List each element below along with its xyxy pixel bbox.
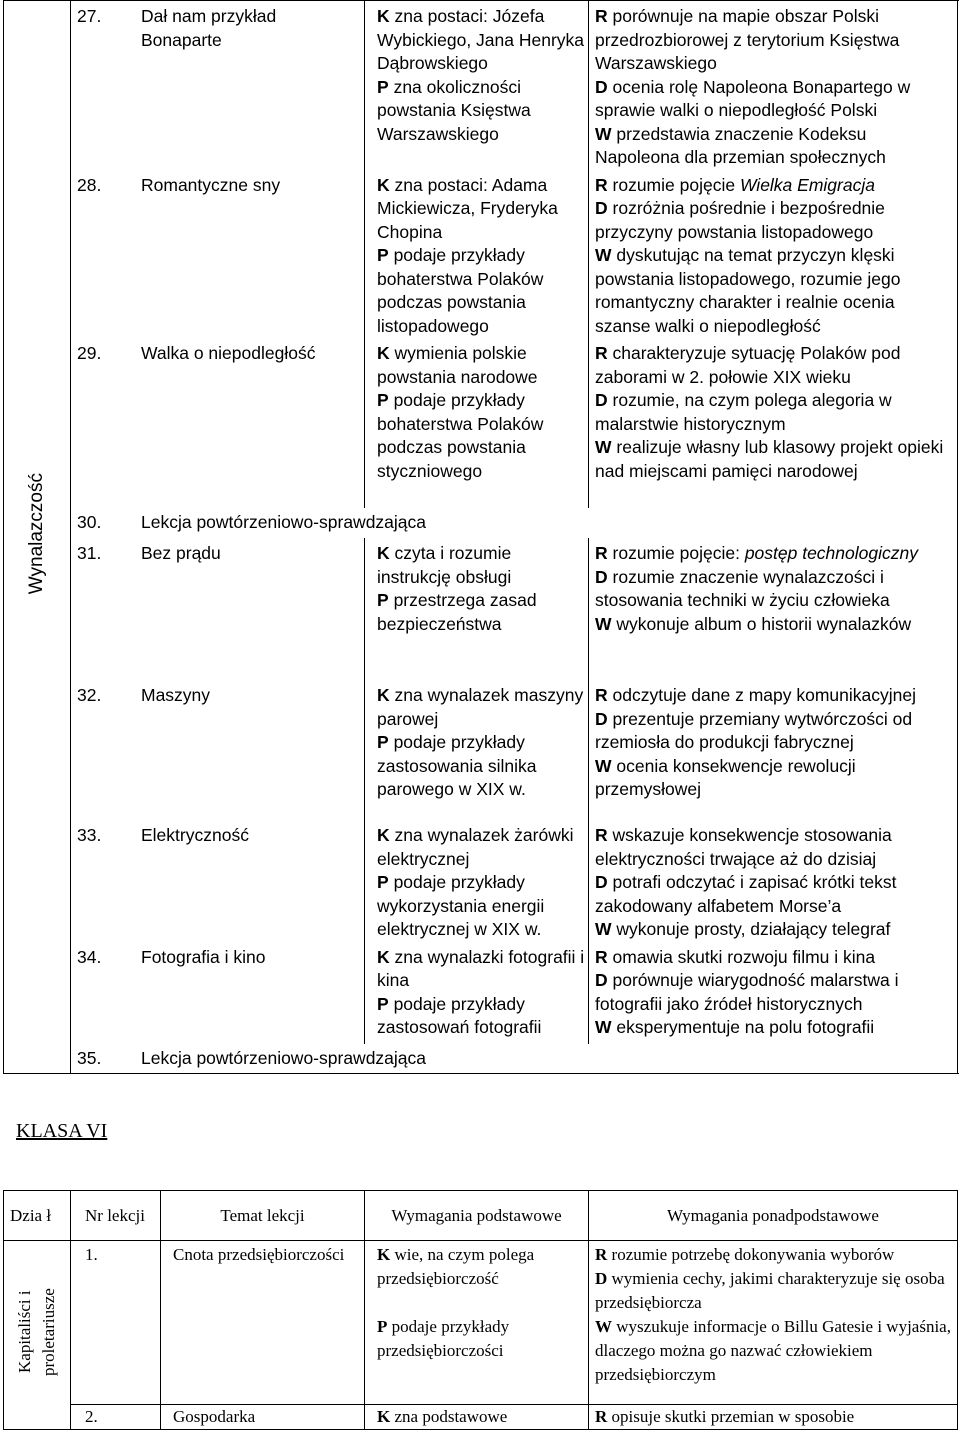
header-number xyxy=(71,1191,161,1241)
lesson-number-text: 1. xyxy=(85,1245,98,1264)
level-code: R xyxy=(595,946,608,967)
req-text: podaje przykłady przedsiębiorczości xyxy=(377,1317,510,1360)
level-code: W xyxy=(595,1317,612,1336)
class-heading: KLASA VI xyxy=(16,1120,108,1142)
req-line xyxy=(377,871,588,942)
req-text: podaje przykłady zastosowania silnika parowego w XIX w. xyxy=(377,732,537,799)
advanced-requirements xyxy=(589,942,958,1044)
req-line xyxy=(377,174,588,245)
req-text: wykonuje prosty, działający telegraf xyxy=(616,919,891,939)
lesson-topic: Lekcja powtórzeniowo-sprawdzająca xyxy=(141,1047,427,1068)
req-line xyxy=(595,566,954,613)
req-text: zna postaci: Adama Mickiewicza, Fryderyka Chopina xyxy=(377,174,558,242)
lesson-topic: Lekcja powtórzeniowo-sprawdzająca xyxy=(141,512,427,533)
req-line xyxy=(595,542,954,566)
lesson-topic: Walka o niepodległość xyxy=(141,343,316,363)
level-code: P xyxy=(377,245,389,265)
lesson-cell xyxy=(71,942,365,1044)
lesson-topic-text: Cnota przedsiębiorczości xyxy=(173,1245,345,1264)
req-text: zna wynalazek maszyny parowej xyxy=(377,685,584,729)
req-line xyxy=(595,1267,953,1315)
req-text: przedstawia znaczenie Kodeksu Napoleona dla przemian społecznych xyxy=(595,123,886,167)
level-code: D xyxy=(595,566,608,587)
req-text: ocenia konsekwencje rewolucji przemysłowej xyxy=(595,755,856,799)
req-line xyxy=(595,244,954,338)
req-line xyxy=(595,5,954,76)
req-text: eksperymentuje na polu fotografii xyxy=(616,1017,875,1037)
basic-requirements xyxy=(365,1241,589,1405)
req-line xyxy=(595,76,954,123)
req-line xyxy=(377,824,588,871)
advanced-requirements xyxy=(589,1241,958,1405)
advanced-requirements xyxy=(589,1405,958,1430)
level-code: W xyxy=(595,245,612,265)
level-code: D xyxy=(595,872,608,892)
basic-requirements xyxy=(365,942,589,1044)
req-text: zna podstawowe xyxy=(394,1407,508,1426)
req-text: zna wynalazek żarówki elektrycznej xyxy=(377,825,574,869)
advanced-requirements xyxy=(589,538,958,680)
level-code: R xyxy=(595,343,608,363)
advanced-requirements xyxy=(589,680,958,820)
req-text: wyszukuje informacje o Billu Gatesie i wyjaśnia, dlaczego można go nazwać człowiekiem przedsiębiorczym xyxy=(595,1317,951,1384)
lesson-number: 32. xyxy=(77,685,102,705)
basic-requirements xyxy=(365,680,589,820)
lesson-number: 28. xyxy=(77,174,102,195)
header-advanced xyxy=(589,1191,958,1241)
req-line xyxy=(595,708,954,755)
level-code: K xyxy=(377,1407,391,1426)
req-text: zna wynalazki fotografii i kina xyxy=(377,946,585,990)
term-italic: postęp technologiczny xyxy=(744,543,918,563)
lesson-cell xyxy=(71,170,365,339)
level-code: P xyxy=(377,1317,388,1336)
lesson-number: 34. xyxy=(77,946,102,967)
req-line xyxy=(377,389,588,483)
req-text: porównuje wiarygodność malarstwa i fotografii jako źródeł historycznych xyxy=(595,970,899,1014)
level-code: K xyxy=(377,1245,391,1264)
header-number-text: Nr lekcji xyxy=(85,1205,145,1225)
level-code: P xyxy=(377,993,389,1014)
req-line xyxy=(595,1243,953,1267)
advanced-requirements xyxy=(589,170,958,339)
section-label: Wynalazczość xyxy=(26,473,48,595)
req-text: podaje przykłady wykorzystania energii elektrycznej w XIX w. xyxy=(377,872,545,939)
level-code: P xyxy=(377,390,389,410)
level-code: D xyxy=(595,76,608,97)
req-line xyxy=(377,342,588,389)
level-code: P xyxy=(377,76,389,97)
req-text: ocenia rolę Napoleona Bonapartego w sprawie walki o niepodległość Polski xyxy=(595,76,911,120)
req-line xyxy=(377,244,588,338)
header-topic xyxy=(161,1191,365,1241)
level-code: D xyxy=(595,708,608,729)
advanced-requirements xyxy=(589,338,958,508)
req-text: zna postaci: Józefa Wybickiego, Jana Henryka Dąbrowskiego xyxy=(377,6,585,73)
level-code: R xyxy=(595,825,608,845)
req-line xyxy=(595,613,954,637)
req-text: wymienia cechy, jakimi charakteryzuje się osoba przedsiębiorcza xyxy=(595,1269,945,1312)
req-text: realizuje własny lub klasowy projekt opieki nad miejscami pamięci narodowej xyxy=(595,437,944,481)
lesson-topic xyxy=(161,1405,365,1430)
req-line xyxy=(595,969,954,1016)
level-code: K xyxy=(377,174,390,195)
req-text: rozumie, na czym polega alegoria w malarstwie historycznym xyxy=(595,390,892,434)
req-line xyxy=(377,76,588,147)
lesson-number: 31. xyxy=(77,543,102,563)
lesson-number xyxy=(71,1241,161,1405)
req-line xyxy=(595,342,954,389)
lesson-row xyxy=(4,1044,958,1074)
req-text: podaje przykłady bohaterstwa Polaków podczas powstania listopadowego xyxy=(377,245,544,336)
lesson-topic-text: Gospodarka xyxy=(173,1407,256,1426)
lesson-row xyxy=(4,942,958,1044)
req-text: omawia skutki rozwoju filmu i kina xyxy=(612,946,876,967)
req-text: dyskutując na temat przyczyn klęski powstania listopadowego, rozumie jego romantyczny charakter i realnie ocenia szanse walki o niepodległość xyxy=(595,245,901,336)
level-code: R xyxy=(595,6,608,26)
lesson-number: 30. xyxy=(77,512,102,533)
req-line xyxy=(377,1315,588,1363)
lesson-topic: Fotografia i kino xyxy=(141,946,266,967)
req-line xyxy=(595,389,954,436)
req-line xyxy=(377,5,588,76)
header-section-text: Dzia ł xyxy=(10,1205,52,1225)
level-code: W xyxy=(595,755,612,776)
lesson-number xyxy=(71,1405,161,1430)
req-text: prezentuje przemiany wytwórczości od rzemiosła do produkcji fabrycznej xyxy=(595,708,913,752)
req-line xyxy=(377,542,588,589)
basic-requirements xyxy=(365,1,589,170)
level-code: D xyxy=(595,970,608,990)
req-text: przestrzega zasad bezpieczeństwa xyxy=(377,590,537,634)
req-text: odczytuje dane z mapy komunikacyjnej xyxy=(612,685,917,705)
level-code: R xyxy=(595,1407,608,1426)
req-line xyxy=(377,589,588,636)
level-code: K xyxy=(377,946,390,967)
req-line xyxy=(595,918,954,942)
level-code: W xyxy=(595,123,612,144)
req-line xyxy=(595,174,954,198)
req-line xyxy=(595,436,954,483)
req-text: porównuje na mapie obszar Polski przedrozbiorowej z terytorium Księstwa Warszawskiego xyxy=(595,6,900,73)
lesson-row xyxy=(4,1,958,170)
level-code: R xyxy=(595,685,608,705)
level-code: D xyxy=(595,198,608,218)
header-topic-text: Temat lekcji xyxy=(220,1205,305,1225)
level-code: K xyxy=(377,6,390,26)
header-section xyxy=(4,1191,71,1241)
req-text: wykonuje album o historii wynalazków xyxy=(616,613,912,634)
header-advanced-text: Wymagania ponadpodstawowe xyxy=(667,1205,879,1225)
req-text: wie, na czym polega przedsiębiorczość xyxy=(377,1245,535,1288)
level-code: K xyxy=(377,543,390,563)
req-text: rozróżnia pośrednie i bezpośrednie przyczyny powstania listopadowego xyxy=(595,198,885,242)
level-code: P xyxy=(377,872,389,892)
requirements-table-class6 xyxy=(3,1190,958,1430)
advanced-requirements xyxy=(589,820,958,942)
req-text: opisuje skutki przemian w sposobie xyxy=(611,1407,855,1426)
req-line xyxy=(377,684,588,731)
lesson-cell xyxy=(71,820,365,942)
level-code: W xyxy=(595,437,612,457)
level-code: K xyxy=(377,825,390,845)
req-line xyxy=(595,684,954,708)
req-line xyxy=(377,731,588,802)
req-line xyxy=(377,993,588,1040)
lesson-row xyxy=(4,170,958,339)
lesson-number: 29. xyxy=(77,343,102,363)
lesson-cell xyxy=(71,1044,958,1074)
req-text: rozumie pojęcie xyxy=(612,174,740,195)
lesson-cell xyxy=(71,1,365,170)
level-code: R xyxy=(595,543,608,563)
lesson-row xyxy=(4,538,958,680)
requirements-table-class5 xyxy=(3,0,958,1074)
section2-label: Kapitaliści i proletariusze xyxy=(15,1287,58,1376)
lesson-topic: Romantyczne sny xyxy=(141,174,281,195)
lesson-cell xyxy=(71,338,365,508)
lesson-number: 35. xyxy=(77,1047,102,1068)
level-code: K xyxy=(377,343,390,363)
lesson-row xyxy=(4,820,958,942)
section2-label-cell xyxy=(4,1241,71,1430)
lesson-number: 27. xyxy=(77,6,102,26)
req-text: czyta i rozumie instrukcję obsługi xyxy=(377,543,512,587)
lesson-row xyxy=(4,680,958,820)
lesson-topic: Elektryczność xyxy=(141,825,249,845)
lesson-number-text: 2. xyxy=(85,1407,98,1426)
req-line xyxy=(595,946,954,970)
header-basic-text: Wymagania podstawowe xyxy=(391,1205,562,1225)
term-italic: Wielka Emigracja xyxy=(739,174,875,195)
lesson-row xyxy=(4,508,958,538)
advanced-requirements xyxy=(589,1,958,170)
lesson-number: 33. xyxy=(77,825,102,845)
req-text: rozumie pojęcie: xyxy=(612,543,745,563)
req-text: wymienia polskie powstania narodowe xyxy=(377,343,538,387)
level-code: W xyxy=(595,1017,612,1037)
level-code: R xyxy=(595,1245,608,1264)
level-code: K xyxy=(377,685,390,705)
lesson-cell xyxy=(71,538,365,680)
req-text: zna okoliczności powstania Księstwa Warszawskiego xyxy=(377,76,531,144)
req-line xyxy=(595,871,954,918)
basic-requirements xyxy=(365,820,589,942)
req-line xyxy=(595,123,954,170)
req-text: podaje przykłady zastosowań fotografii xyxy=(377,993,542,1037)
basic-requirements xyxy=(365,170,589,339)
basic-requirements xyxy=(365,338,589,508)
req-line xyxy=(377,946,588,993)
req-text: charakteryzuje sytuację Polaków pod zaborami w 2. połowie XIX wieku xyxy=(595,343,901,387)
lesson-topic: Bez prądu xyxy=(141,543,221,563)
level-code: D xyxy=(595,390,608,410)
req-text: rozumie znaczenie wynalazczości i stosowania techniki w życiu człowieka xyxy=(595,566,890,610)
lesson-topic: Dał nam przykład Bonaparte xyxy=(141,6,277,50)
header-basic xyxy=(365,1191,589,1241)
req-text: potrafi odczytać i zapisać krótki tekst zakodowany alfabetem Morse’a xyxy=(595,872,897,916)
level-code: P xyxy=(377,590,389,610)
level-code: D xyxy=(595,1269,608,1288)
req-line xyxy=(595,824,954,871)
req-line xyxy=(377,1243,588,1291)
section-label-cell xyxy=(4,1,71,1074)
level-code: W xyxy=(595,613,612,634)
lesson-row xyxy=(4,338,958,508)
req-text: rozumie potrzebę dokonywania wyborów xyxy=(611,1245,895,1264)
req-text: podaje przykłady bohaterstwa Polaków podczas powstania styczniowego xyxy=(377,390,544,481)
level-code: P xyxy=(377,732,389,752)
lesson-topic: Maszyny xyxy=(141,685,211,705)
req-line xyxy=(595,1016,954,1040)
req-line xyxy=(595,755,954,802)
basic-requirements xyxy=(365,538,589,680)
req-text: wskazuje konsekwencje stosowania elektryczności trwające aż do dzisiaj xyxy=(595,825,892,869)
req-line xyxy=(595,1315,953,1387)
level-code: R xyxy=(595,174,608,195)
req-line xyxy=(595,197,954,244)
lesson-topic xyxy=(161,1241,365,1405)
level-code: W xyxy=(595,919,612,939)
lesson-cell xyxy=(71,508,958,538)
lesson-cell xyxy=(71,680,365,820)
basic-requirements xyxy=(365,1405,589,1430)
